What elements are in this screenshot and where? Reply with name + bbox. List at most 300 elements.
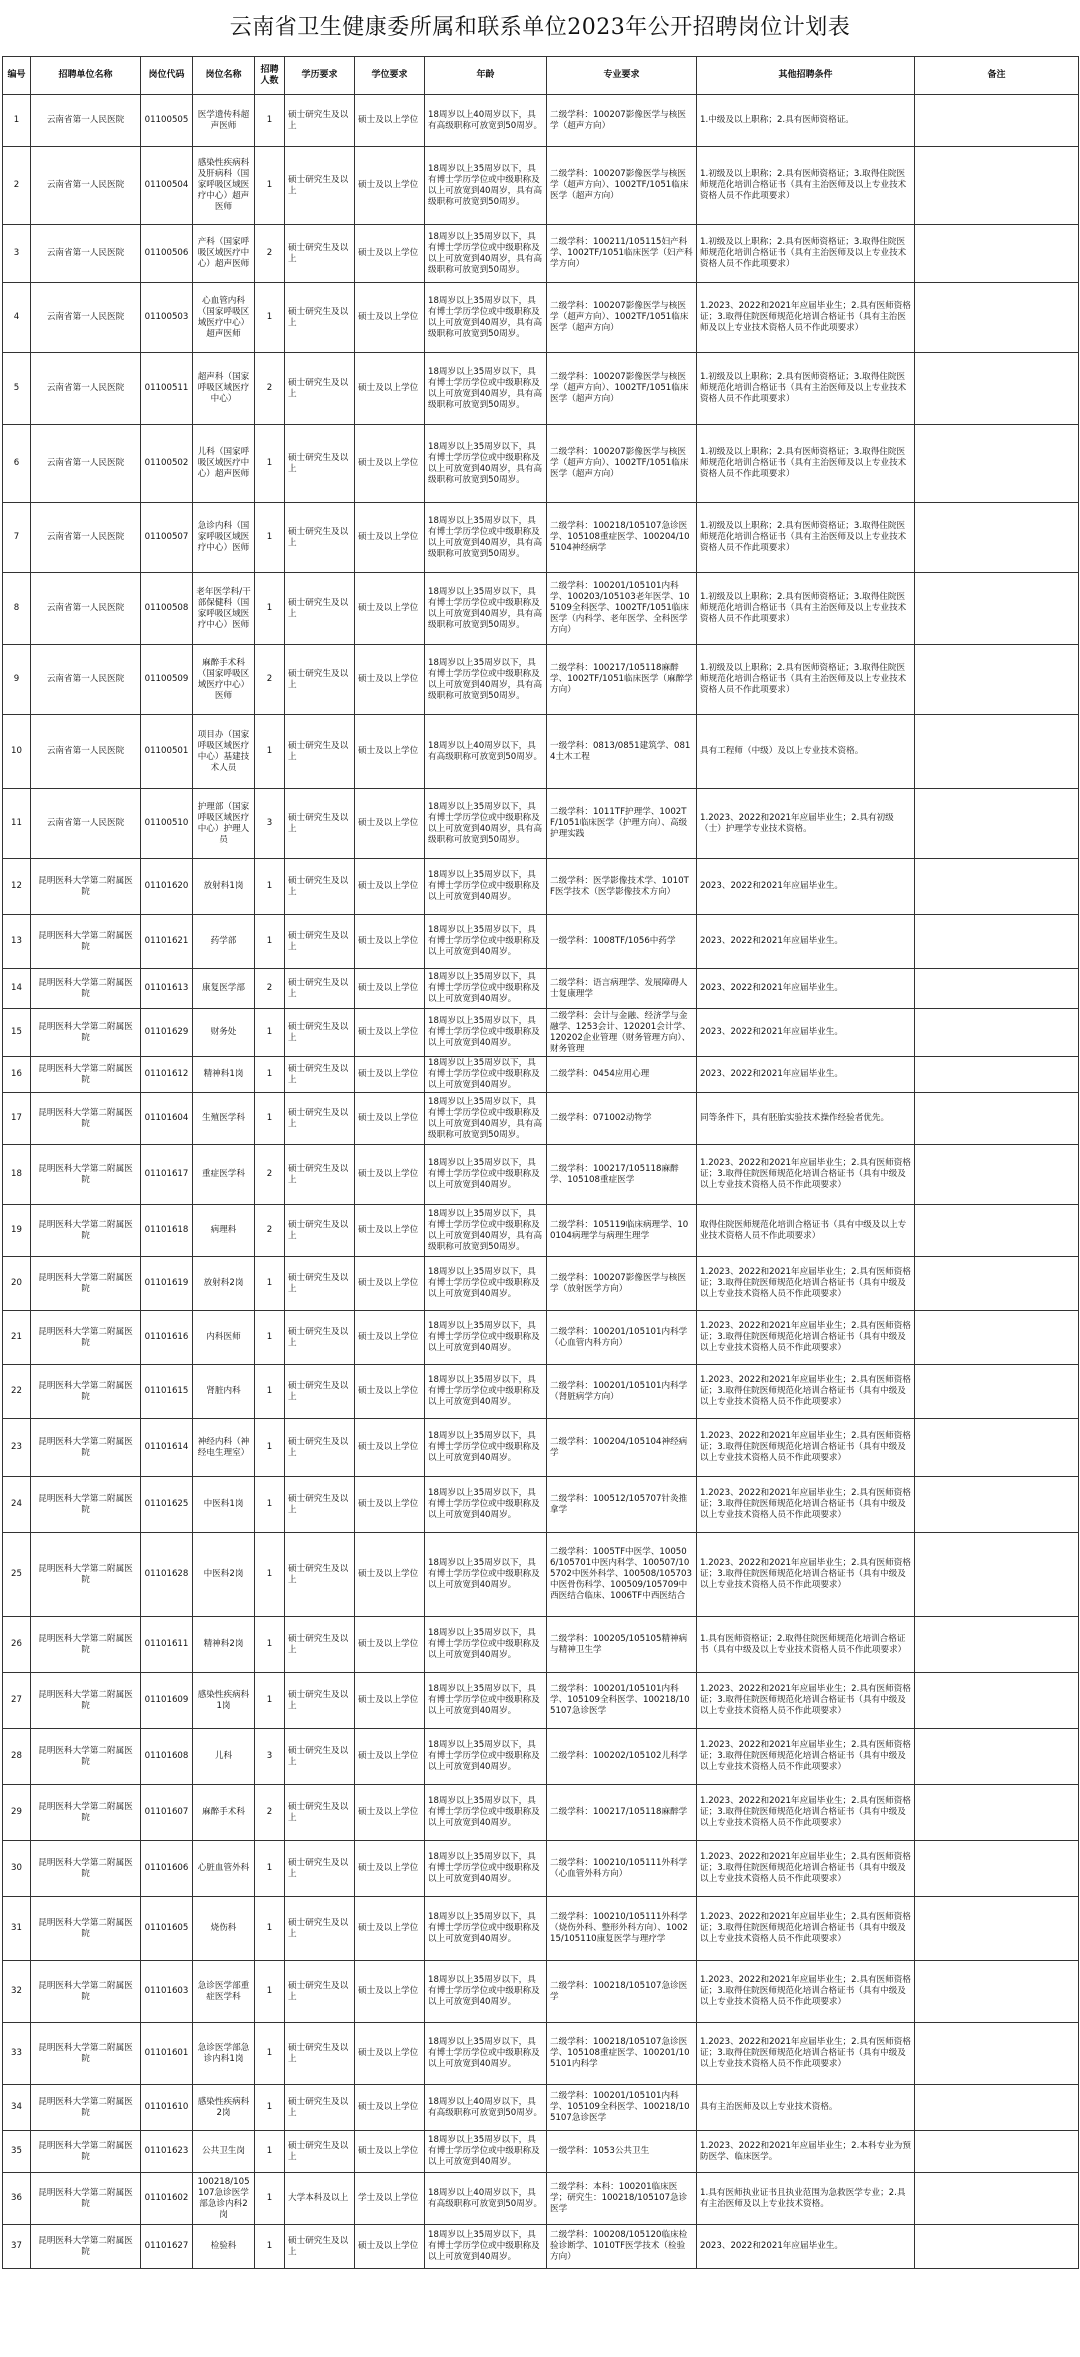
cell-age: 18周岁以上35周岁以下，具有博士学历学位或中级职称及以上可放宽到40周岁，具有高级职称可放宽到50周岁。: [425, 1093, 547, 1145]
header-code: 岗位代码: [141, 57, 193, 95]
cell-age: 18周岁以上35周岁以下，具有博士学历学位或中级职称及以上可放宽到40周岁。: [425, 1533, 547, 1617]
cell-edu: 大学本科及以上: [285, 2173, 355, 2225]
cell-unit: 昆明医科大学第二附属医院: [31, 1009, 141, 1057]
cell-edu: 硕士研究生及以上: [285, 715, 355, 789]
cell-no: 15: [3, 1009, 31, 1057]
cell-num: 1: [255, 1673, 285, 1729]
cell-degree: 硕士及以上学位: [355, 1257, 425, 1311]
cell-edu: 硕士研究生及以上: [285, 645, 355, 715]
cell-other: 取得住院医师规范化培训合格证书（具有中级及以上专业技术资格人员不作此项要求）: [697, 1205, 915, 1257]
cell-unit: 昆明医科大学第二附属医院: [31, 2173, 141, 2225]
cell-age: 18周岁以上40周岁以下，具有高级职称可放宽到50周岁。: [425, 715, 547, 789]
cell-no: 24: [3, 1477, 31, 1533]
table-row: [3, 353, 1079, 425]
cell-post: 儿科: [193, 1729, 255, 1785]
cell-note: [915, 1673, 1079, 1729]
cell-code: 01100501: [141, 715, 193, 789]
cell-note: [915, 1009, 1079, 1057]
table-row: [3, 2023, 1079, 2085]
cell-major: 二级学科：100211/105115妇产科学、1002TF/1051临床医学（妇产科学方向）: [547, 225, 697, 283]
cell-age: 18周岁以上35周岁以下，具有博士学历学位或中级职称及以上可放宽到40周岁，具有高级职称可放宽到50周岁。: [425, 645, 547, 715]
cell-degree: 硕士及以上学位: [355, 425, 425, 503]
cell-other: 1.2023、2022和2021年应届毕业生；2.具有医师资格证；3.取得住院医师规范化培训合格证书（具有中级及以上专业技术资格人员不作此项要求）: [697, 1145, 915, 1205]
cell-unit: 昆明医科大学第二附属医院: [31, 1673, 141, 1729]
cell-age: 18周岁以上35周岁以下，具有博士学历学位或中级职称及以上可放宽到40周岁。: [425, 1617, 547, 1673]
cell-unit: 昆明医科大学第二附属医院: [31, 1205, 141, 1257]
cell-no: 26: [3, 1617, 31, 1673]
cell-edu: 硕士研究生及以上: [285, 95, 355, 147]
header-degree: 学位要求: [355, 57, 425, 95]
cell-note: [915, 225, 1079, 283]
cell-other: 1.初级及以上职称；2.具有医师资格证；3.取得住院医师规范化培训合格证书（具有主治医师及以上专业技术资格人员不作此项要求）: [697, 645, 915, 715]
cell-major: 一级学科：1053公共卫生: [547, 2131, 697, 2173]
cell-no: 2: [3, 147, 31, 225]
cell-no: 27: [3, 1673, 31, 1729]
table-row: [3, 503, 1079, 573]
recruitment-plan-table: [2, 56, 1079, 2269]
cell-unit: 昆明医科大学第二附属医院: [31, 2225, 141, 2269]
cell-other: 1.2023、2022和2021年应届毕业生；2.具有医师资格证；3.取得住院医师规范化培训合格证书（具有中级及以上专业技术资格人员不作此项要求）: [697, 1477, 915, 1533]
cell-major: 二级学科：100202/105102儿科学: [547, 1729, 697, 1785]
cell-other: 1.2023、2022和2021年应届毕业生；2.具有医师资格证；3.取得住院医师规范化培训合格证书（具有中级及以上专业技术资格人员不作此项要求）: [697, 1785, 915, 1841]
cell-degree: 硕士及以上学位: [355, 1533, 425, 1617]
cell-note: [915, 1093, 1079, 1145]
cell-code: 01101628: [141, 1533, 193, 1617]
cell-unit: 云南省第一人民医院: [31, 789, 141, 859]
cell-unit: 云南省第一人民医院: [31, 503, 141, 573]
cell-degree: 硕士及以上学位: [355, 1841, 425, 1897]
cell-no: 25: [3, 1533, 31, 1617]
cell-note: [915, 645, 1079, 715]
table-row: [3, 2173, 1079, 2225]
cell-code: 01101615: [141, 1365, 193, 1419]
cell-major: 二级学科：100207影像医学与核医学（超声方向）: [547, 95, 697, 147]
cell-unit: 昆明医科大学第二附属医院: [31, 1419, 141, 1477]
table-row: [3, 969, 1079, 1009]
cell-unit: 昆明医科大学第二附属医院: [31, 1897, 141, 1961]
cell-note: [915, 95, 1079, 147]
cell-other: 1.初级及以上职称；2.具有医师资格证；3.取得住院医师规范化培训合格证书（具有主治医师及以上专业技术资格人员不作此项要求）: [697, 425, 915, 503]
cell-note: [915, 1729, 1079, 1785]
cell-other: 1.初级及以上职称；2.具有医师资格证；3.取得住院医师规范化培训合格证书（具有主治医师及以上专业技术资格人员不作此项要求）: [697, 353, 915, 425]
cell-unit: 云南省第一人民医院: [31, 573, 141, 645]
cell-num: 1: [255, 1057, 285, 1093]
cell-num: 1: [255, 425, 285, 503]
cell-post: 神经内科（神经电生理室）: [193, 1419, 255, 1477]
cell-degree: 硕士及以上学位: [355, 1477, 425, 1533]
cell-num: 1: [255, 283, 285, 353]
cell-edu: 硕士研究生及以上: [285, 1785, 355, 1841]
header-num: 招聘人数: [255, 57, 285, 95]
table-row: [3, 1257, 1079, 1311]
cell-degree: 硕士及以上学位: [355, 1145, 425, 1205]
cell-major: 二级学科：100207影像医学与核医学（超声方向）、1002TF/1051临床医学（超声方向）: [547, 283, 697, 353]
cell-post: 康复医学部: [193, 969, 255, 1009]
cell-num: 1: [255, 573, 285, 645]
cell-post: 麻醉手术科（国家呼吸区域医疗中心）医师: [193, 645, 255, 715]
cell-major: 二级学科：1011TF护理学、1002TF/1051临床医学（护理方向）、高级护理实践: [547, 789, 697, 859]
cell-degree: 硕士及以上学位: [355, 915, 425, 969]
cell-edu: 硕士研究生及以上: [285, 425, 355, 503]
cell-no: 21: [3, 1311, 31, 1365]
cell-unit: 昆明医科大学第二附属医院: [31, 2023, 141, 2085]
cell-code: 01100511: [141, 353, 193, 425]
cell-age: 18周岁以上35周岁以下，具有博士学历学位或中级职称及以上可放宽到40周岁，具有高级职称可放宽到50周岁。: [425, 353, 547, 425]
cell-edu: 硕士研究生及以上: [285, 2131, 355, 2173]
cell-age: 18周岁以上35周岁以下，具有博士学历学位或中级职称及以上可放宽到40周岁。: [425, 1257, 547, 1311]
cell-unit: 昆明医科大学第二附属医院: [31, 1729, 141, 1785]
cell-note: [915, 1419, 1079, 1477]
cell-code: 01101618: [141, 1205, 193, 1257]
cell-no: 5: [3, 353, 31, 425]
cell-num: 1: [255, 915, 285, 969]
table-row: [3, 95, 1079, 147]
cell-num: 2: [255, 353, 285, 425]
cell-degree: 硕士及以上学位: [355, 503, 425, 573]
cell-post: 急诊内科（国家呼吸区域医疗中心）医师: [193, 503, 255, 573]
cell-unit: 昆明医科大学第二附属医院: [31, 915, 141, 969]
cell-age: 18周岁以上35周岁以下，具有博士学历学位或中级职称及以上可放宽到40周岁。: [425, 1785, 547, 1841]
cell-no: 13: [3, 915, 31, 969]
cell-code: 01101609: [141, 1673, 193, 1729]
cell-major: 二级学科：100207影像医学与核医学（超声方向）、1002TF/1051临床医学（超声方向）: [547, 147, 697, 225]
cell-no: 19: [3, 1205, 31, 1257]
cell-other: 1.初级及以上职称；2.具有医师资格证；3.取得住院医师规范化培训合格证书（具有主治医师及以上专业技术资格人员不作此项要求）: [697, 503, 915, 573]
cell-no: 31: [3, 1897, 31, 1961]
cell-other: 同等条件下，具有胚胎实验技术操作经验者优先。: [697, 1093, 915, 1145]
cell-age: 18周岁以上35周岁以下，具有博士学历学位或中级职称及以上可放宽到40周岁。: [425, 2023, 547, 2085]
cell-degree: 硕士及以上学位: [355, 2023, 425, 2085]
cell-code: 01101623: [141, 2131, 193, 2173]
cell-edu: 硕士研究生及以上: [285, 503, 355, 573]
cell-code: 01100506: [141, 225, 193, 283]
cell-age: 18周岁以上35周岁以下，具有博士学历学位或中级职称及以上可放宽到40周岁。: [425, 1009, 547, 1057]
cell-edu: 硕士研究生及以上: [285, 1533, 355, 1617]
cell-other: 1.2023、2022和2021年应届毕业生；2.具有医师资格证；3.取得住院医师规范化培训合格证书（具有中级及以上专业技术资格人员不作此项要求）: [697, 1419, 915, 1477]
cell-code: 01101601: [141, 2023, 193, 2085]
cell-other: 1.初级及以上职称；2.具有医师资格证；3.取得住院医师规范化培训合格证书（具有主治医师及以上专业技术资格人员不作此项要求）: [697, 573, 915, 645]
cell-num: 2: [255, 1145, 285, 1205]
cell-other: 1.2023、2022和2021年应届毕业生；2.具有医师资格证；3.取得住院医师规范化培训合格证书（具有中级及以上专业技术资格人员不作此项要求）: [697, 1841, 915, 1897]
cell-post: 公共卫生岗: [193, 2131, 255, 2173]
cell-num: 1: [255, 2173, 285, 2225]
cell-edu: 硕士研究生及以上: [285, 1311, 355, 1365]
cell-no: 1: [3, 95, 31, 147]
cell-no: 33: [3, 2023, 31, 2085]
cell-note: [915, 1257, 1079, 1311]
cell-num: 2: [255, 225, 285, 283]
cell-note: [915, 1617, 1079, 1673]
cell-note: [915, 1533, 1079, 1617]
cell-no: 6: [3, 425, 31, 503]
cell-degree: 硕士及以上学位: [355, 1785, 425, 1841]
cell-age: 18周岁以上35周岁以下，具有博士学历学位或中级职称及以上可放宽到40周岁。: [425, 1057, 547, 1093]
cell-degree: 硕士及以上学位: [355, 573, 425, 645]
cell-other: 1.2023、2022和2021年应届毕业生；2.具有初级（士）护理学专业技术资格。: [697, 789, 915, 859]
cell-num: 1: [255, 1311, 285, 1365]
cell-post: 超声科（国家呼吸区域医疗中心）: [193, 353, 255, 425]
cell-edu: 硕士研究生及以上: [285, 789, 355, 859]
cell-degree: 硕士及以上学位: [355, 1897, 425, 1961]
cell-major: 二级学科：100205/105105精神病与精神卫生学: [547, 1617, 697, 1673]
table-row: [3, 1961, 1079, 2023]
table-row: [3, 789, 1079, 859]
cell-major: 二级学科：100207影像医学与核医学（超声方向）、1002TF/1051临床医学（超声方向）: [547, 353, 697, 425]
cell-degree: 硕士及以上学位: [355, 859, 425, 915]
cell-edu: 硕士研究生及以上: [285, 1729, 355, 1785]
cell-post: 烧伤科: [193, 1897, 255, 1961]
cell-code: 01101613: [141, 969, 193, 1009]
cell-major: 一级学科：1008TF/1056中药学: [547, 915, 697, 969]
header-edu: 学历要求: [285, 57, 355, 95]
cell-edu: 硕士研究生及以上: [285, 1365, 355, 1419]
cell-note: [915, 2085, 1079, 2131]
cell-other: 具有主治医师及以上专业技术资格。: [697, 2085, 915, 2131]
cell-post: 中医科1岗: [193, 1477, 255, 1533]
cell-edu: 硕士研究生及以上: [285, 1145, 355, 1205]
cell-note: [915, 425, 1079, 503]
cell-major: 二级学科：本科：100201临床医学；研究生：100218/105107急诊医学: [547, 2173, 697, 2225]
cell-note: [915, 1365, 1079, 1419]
cell-note: [915, 1477, 1079, 1533]
cell-note: [915, 1785, 1079, 1841]
cell-post: 儿科（国家呼吸区域医疗中心）超声医师: [193, 425, 255, 503]
cell-code: 01101625: [141, 1477, 193, 1533]
cell-no: 36: [3, 2173, 31, 2225]
table-row: [3, 859, 1079, 915]
cell-edu: 硕士研究生及以上: [285, 1841, 355, 1897]
cell-note: [915, 915, 1079, 969]
cell-other: 1.2023、2022和2021年应届毕业生；2.具有医师资格证；3.取得住院医师规范化培训合格证书（具有中级及以上专业技术资格人员不作此项要求）: [697, 1257, 915, 1311]
cell-unit: 云南省第一人民医院: [31, 715, 141, 789]
cell-code: 01100508: [141, 573, 193, 645]
cell-code: 01101604: [141, 1093, 193, 1145]
table-row: [3, 1419, 1079, 1477]
cell-note: [915, 2131, 1079, 2173]
cell-degree: 硕士及以上学位: [355, 225, 425, 283]
cell-num: 2: [255, 1785, 285, 1841]
cell-code: 01101617: [141, 1145, 193, 1205]
cell-other: 2023、2022和2021年应届毕业生。: [697, 1057, 915, 1093]
cell-post: 内科医师: [193, 1311, 255, 1365]
cell-age: 18周岁以上35周岁以下，具有博士学历学位或中级职称及以上可放宽到40周岁，具有高级职称可放宽到50周岁。: [425, 283, 547, 353]
cell-num: 1: [255, 2225, 285, 2269]
table-row: [3, 715, 1079, 789]
cell-unit: 昆明医科大学第二附属医院: [31, 1365, 141, 1419]
cell-note: [915, 283, 1079, 353]
cell-edu: 硕士研究生及以上: [285, 1257, 355, 1311]
cell-major: 二级学科：100210/105111外科学（心血管外科方向）: [547, 1841, 697, 1897]
cell-edu: 硕士研究生及以上: [285, 225, 355, 283]
cell-num: 1: [255, 1009, 285, 1057]
cell-no: 12: [3, 859, 31, 915]
cell-edu: 硕士研究生及以上: [285, 1961, 355, 2023]
cell-post: 护理部（国家呼吸区域医疗中心）护理人员: [193, 789, 255, 859]
cell-edu: 硕士研究生及以上: [285, 859, 355, 915]
cell-degree: 硕士及以上学位: [355, 1365, 425, 1419]
cell-other: 1.2023、2022和2021年应届毕业生；2.具有医师资格证；3.取得住院医师规范化培训合格证书（具有中级及以上专业技术资格人员不作此项要求）: [697, 1365, 915, 1419]
cell-age: 18周岁以上40周岁以下，具有高级职称可放宽到50周岁。: [425, 2173, 547, 2225]
cell-no: 9: [3, 645, 31, 715]
cell-other: 2023、2022和2021年应届毕业生。: [697, 2225, 915, 2269]
cell-note: [915, 1841, 1079, 1897]
table-row: [3, 1617, 1079, 1673]
cell-edu: 硕士研究生及以上: [285, 2023, 355, 2085]
cell-post: 肾脏内科: [193, 1365, 255, 1419]
cell-no: 37: [3, 2225, 31, 2269]
cell-major: 二级学科：100201/105101内科学、105109全科医学、100218/105107急诊医学: [547, 2085, 697, 2131]
cell-num: 1: [255, 95, 285, 147]
cell-no: 17: [3, 1093, 31, 1145]
cell-no: 20: [3, 1257, 31, 1311]
cell-unit: 云南省第一人民医院: [31, 425, 141, 503]
cell-no: 11: [3, 789, 31, 859]
cell-code: 01101620: [141, 859, 193, 915]
cell-other: 1.初级及以上职称；2.具有医师资格证；3.取得住院医师规范化培训合格证书（具有主治医师及以上专业技术资格人员不作此项要求）: [697, 147, 915, 225]
cell-major: 二级学科：1005TF中医学、100506/105701中医内科学、100507/105702中医外科学、100508/105703中医骨伤科学、100509/105709中西医结合临床、1006TF中西医结合: [547, 1533, 697, 1617]
table-row: [3, 573, 1079, 645]
cell-post: 检验科: [193, 2225, 255, 2269]
cell-code: 01101605: [141, 1897, 193, 1961]
cell-age: 18周岁以上40周岁以下，具有高级职称可放宽到50周岁。: [425, 95, 547, 147]
cell-num: 1: [255, 1093, 285, 1145]
cell-unit: 昆明医科大学第二附属医院: [31, 1617, 141, 1673]
cell-post: 急诊医学部急诊内科1岗: [193, 2023, 255, 2085]
cell-code: 01101607: [141, 1785, 193, 1841]
cell-num: 3: [255, 1729, 285, 1785]
table-row: [3, 1365, 1079, 1419]
cell-major: 二级学科：100218/105107急诊医学、105108重症医学、100204/105104神经病学: [547, 503, 697, 573]
cell-post: 感染性疾病科2岗: [193, 2085, 255, 2131]
cell-no: 22: [3, 1365, 31, 1419]
cell-age: 18周岁以上35周岁以下，具有博士学历学位或中级职称及以上可放宽到40周岁。: [425, 1961, 547, 2023]
table-row: [3, 1311, 1079, 1365]
cell-unit: 昆明医科大学第二附属医院: [31, 1841, 141, 1897]
cell-degree: 硕士及以上学位: [355, 2085, 425, 2131]
cell-code: 01100510: [141, 789, 193, 859]
cell-post: 医学遗传科超声医师: [193, 95, 255, 147]
cell-post: 产科（国家呼吸区域医疗中心）超声医师: [193, 225, 255, 283]
cell-major: 二级学科：105119临床病理学、100104病理学与病理生理学: [547, 1205, 697, 1257]
cell-note: [915, 1897, 1079, 1961]
cell-unit: 昆明医科大学第二附属医院: [31, 2131, 141, 2173]
header-unit: 招聘单位名称: [31, 57, 141, 95]
cell-degree: 硕士及以上学位: [355, 969, 425, 1009]
cell-unit: 昆明医科大学第二附属医院: [31, 1145, 141, 1205]
cell-post: 重症医学科: [193, 1145, 255, 1205]
cell-num: 2: [255, 969, 285, 1009]
cell-code: 01101621: [141, 915, 193, 969]
cell-degree: 硕士及以上学位: [355, 283, 425, 353]
cell-degree: 硕士及以上学位: [355, 715, 425, 789]
header-note: 备注: [915, 57, 1079, 95]
cell-age: 18周岁以上35周岁以下，具有博士学历学位或中级职称及以上可放宽到40周岁，具有高级职称可放宽到50周岁。: [425, 573, 547, 645]
cell-degree: 硕士及以上学位: [355, 1057, 425, 1093]
cell-age: 18周岁以上35周岁以下，具有博士学历学位或中级职称及以上可放宽到40周岁。: [425, 2131, 547, 2173]
cell-code: 01100502: [141, 425, 193, 503]
cell-major: 二级学科：100207影像医学与核医学（超声方向）、1002TF/1051临床医学（超声方向）: [547, 425, 697, 503]
cell-post: 心脏血管外科: [193, 1841, 255, 1897]
table-row: [3, 1477, 1079, 1533]
cell-num: 1: [255, 503, 285, 573]
table-row: [3, 1093, 1079, 1145]
cell-age: 18周岁以上35周岁以下，具有博士学历学位或中级职称及以上可放宽到40周岁，具有高级职称可放宽到50周岁。: [425, 503, 547, 573]
cell-other: 2023、2022和2021年应届毕业生。: [697, 969, 915, 1009]
cell-edu: 硕士研究生及以上: [285, 1057, 355, 1093]
cell-age: 18周岁以上35周岁以下，具有博士学历学位或中级职称及以上可放宽到40周岁。: [425, 1729, 547, 1785]
cell-age: 18周岁以上35周岁以下，具有博士学历学位或中级职称及以上可放宽到40周岁。: [425, 915, 547, 969]
cell-post: 感染性疾病科1岗: [193, 1673, 255, 1729]
table-row: [3, 1009, 1079, 1057]
cell-edu: 硕士研究生及以上: [285, 1205, 355, 1257]
cell-age: 18周岁以上35周岁以下，具有博士学历学位或中级职称及以上可放宽到40周岁。: [425, 2225, 547, 2269]
cell-age: 18周岁以上35周岁以下，具有博士学历学位或中级职称及以上可放宽到40周岁。: [425, 969, 547, 1009]
cell-post: 放射科2岗: [193, 1257, 255, 1311]
cell-edu: 硕士研究生及以上: [285, 1897, 355, 1961]
cell-note: [915, 147, 1079, 225]
cell-unit: 云南省第一人民医院: [31, 225, 141, 283]
cell-major: 二级学科：100218/105107急诊医学: [547, 1961, 697, 2023]
cell-unit: 昆明医科大学第二附属医院: [31, 1961, 141, 2023]
cell-edu: 硕士研究生及以上: [285, 1093, 355, 1145]
cell-other: 1.具有医师执业证书且执业范围为急救医学专业；2.具有主治医师及以上专业技术资格。: [697, 2173, 915, 2225]
cell-note: [915, 573, 1079, 645]
cell-major: 二级学科：100218/105107急诊医学、105108重症医学、100201/105101内科学: [547, 2023, 697, 2085]
cell-degree: 学士及以上学位: [355, 2173, 425, 2225]
cell-num: 1: [255, 859, 285, 915]
cell-note: [915, 2173, 1079, 2225]
table-row: [3, 425, 1079, 503]
cell-major: 二级学科：100201/105101内科学、100203/105103老年医学、105109全科医学、1002TF/1051临床医学（内科学、老年医学、全科医学方向）: [547, 573, 697, 645]
cell-other: 1.2023、2022和2021年应届毕业生；2.具有医师资格证；3.取得住院医师规范化培训合格证书（具有中级及以上专业技术资格人员不作此项要求）: [697, 1961, 915, 2023]
cell-num: 1: [255, 1477, 285, 1533]
cell-num: 1: [255, 2023, 285, 2085]
cell-edu: 硕士研究生及以上: [285, 969, 355, 1009]
cell-num: 1: [255, 2131, 285, 2173]
cell-other: 1.2023、2022和2021年应届毕业生；2.本科专业为预防医学、临床医学。: [697, 2131, 915, 2173]
cell-unit: 云南省第一人民医院: [31, 147, 141, 225]
cell-post: 病理科: [193, 1205, 255, 1257]
cell-code: 01101614: [141, 1419, 193, 1477]
cell-age: 18周岁以上35周岁以下，具有博士学历学位或中级职称及以上可放宽到40周岁，具有高级职称可放宽到50周岁。: [425, 789, 547, 859]
cell-major: 二级学科：0454应用心理: [547, 1057, 697, 1093]
cell-code: 01100505: [141, 95, 193, 147]
cell-no: 23: [3, 1419, 31, 1477]
cell-edu: 硕士研究生及以上: [285, 1419, 355, 1477]
cell-no: 34: [3, 2085, 31, 2131]
cell-unit: 云南省第一人民医院: [31, 353, 141, 425]
table-row: [3, 2085, 1079, 2131]
cell-age: 18周岁以上35周岁以下，具有博士学历学位或中级职称及以上可放宽到40周岁。: [425, 1419, 547, 1477]
cell-post: 感染性疾病科及肝病科（国家呼吸区域医疗中心）超声医师: [193, 147, 255, 225]
table-row: [3, 1673, 1079, 1729]
cell-post: 财务处: [193, 1009, 255, 1057]
cell-num: 1: [255, 1257, 285, 1311]
cell-edu: 硕士研究生及以上: [285, 147, 355, 225]
cell-note: [915, 1205, 1079, 1257]
cell-code: 01100503: [141, 283, 193, 353]
cell-major: 二级学科：100217/105118麻醉学: [547, 1785, 697, 1841]
cell-age: 18周岁以上35周岁以下，具有博士学历学位或中级职称及以上可放宽到40周岁，具有高级职称可放宽到50周岁。: [425, 225, 547, 283]
cell-no: 3: [3, 225, 31, 283]
cell-major: 一级学科：0813/0851建筑学、0814土木工程: [547, 715, 697, 789]
table-row: [3, 1533, 1079, 1617]
cell-age: 18周岁以上35周岁以下，具有博士学历学位或中级职称及以上可放宽到40周岁，具有高级职称可放宽到50周岁。: [425, 147, 547, 225]
cell-num: 1: [255, 2085, 285, 2131]
cell-major: 二级学科：会计与金融、经济学与金融学、1253会计、120201会计学、120202企业管理（财务管理方向）、财务管理: [547, 1009, 697, 1057]
cell-age: 18周岁以上35周岁以下，具有博士学历学位或中级职称及以上可放宽到40周岁。: [425, 859, 547, 915]
cell-post: 精神科1岗: [193, 1057, 255, 1093]
